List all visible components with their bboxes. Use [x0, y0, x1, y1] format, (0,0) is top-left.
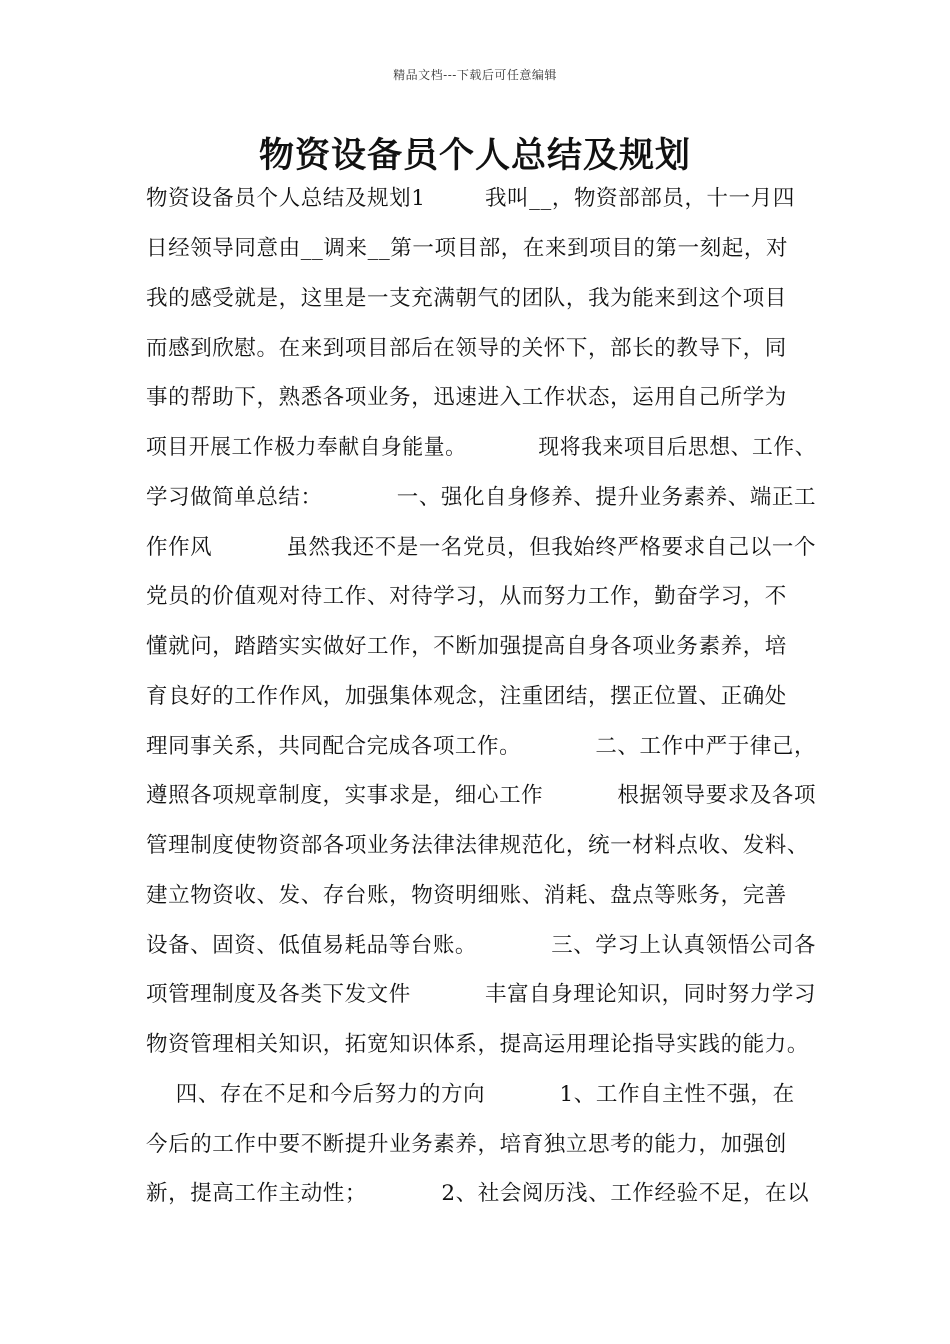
body-line: 作作风 虽然我还不是一名党员，但我始终严格要求自己以一个 [146, 535, 817, 560]
body-line: 理同事关系，共同配合完成各项工作。 二、工作中严于律己， [146, 734, 817, 759]
document-title: 物资设备员个人总结及规划 [258, 136, 691, 176]
body-line: 设备、固资、低值易耗品等台账。 三、学习上认真领悟公司各 [146, 933, 817, 958]
body-line: 育良好的工作作风，加强集体观念，注重团结，摆正位置、正确处 [146, 684, 787, 709]
body-line: 今后的工作中要不断提升业务素养，培育独立思考的能力，加强创 [146, 1132, 787, 1157]
body-line: 事的帮助下，熟悉各项业务，迅速进入工作状态，运用自己所学为 [146, 385, 787, 410]
body-line: 懂就问，踏踏实实做好工作，不断加强提高自身各项业务素养，培 [146, 634, 787, 659]
body-line: 而感到欣慰。在来到项目部后在领导的关怀下，部长的教导下，同 [146, 336, 787, 361]
body-line: 日经领导同意由__调来__第一项目部，在来到项目的第一刻起，对 [146, 236, 789, 261]
body-line: 项管理制度及各类下发文件 丰富自身理论知识，同时努力学习 [146, 982, 817, 1007]
body-line: 物资设备员个人总结及规划1 我叫__，物资部部员，十一月四 [146, 186, 795, 211]
body-line: 管理制度使物资部各项业务法律法律规范化，统一材料点收、发料、 [146, 833, 810, 858]
body-line: 四、存在不足和今后努力的方向 1、工作自主性不强，在 [146, 1082, 795, 1107]
body-line: 新，提高工作主动性； 2、社会阅历浅、工作经验不足，在以 [146, 1181, 810, 1206]
body-line: 党员的价值观对待工作、对待学习，从而努力工作，勤奋学习，不 [146, 584, 787, 609]
header-note: 精品文档---下载后可任意编辑 [393, 68, 557, 82]
body-line: 遵照各项规章制度，实事求是，细心工作 根据领导要求及各项 [146, 783, 817, 808]
body-line: 项目开展工作极力奉献自身能量。 现将我来项目后思想、工作、 [146, 435, 817, 460]
body-line: 建立物资收、发、存台账，物资明细账、消耗、盘点等账务，完善 [146, 883, 787, 908]
body-line: 我的感受就是，这里是一支充满朝气的团队，我为能来到这个项目 [146, 286, 787, 311]
body-line: 物资管理相关知识，拓宽知识体系，提高运用理论指导实践的能力。 [146, 1032, 810, 1057]
body-line: 学习做简单总结： 一、强化自身修养、提升业务素养、端正工 [146, 485, 817, 510]
